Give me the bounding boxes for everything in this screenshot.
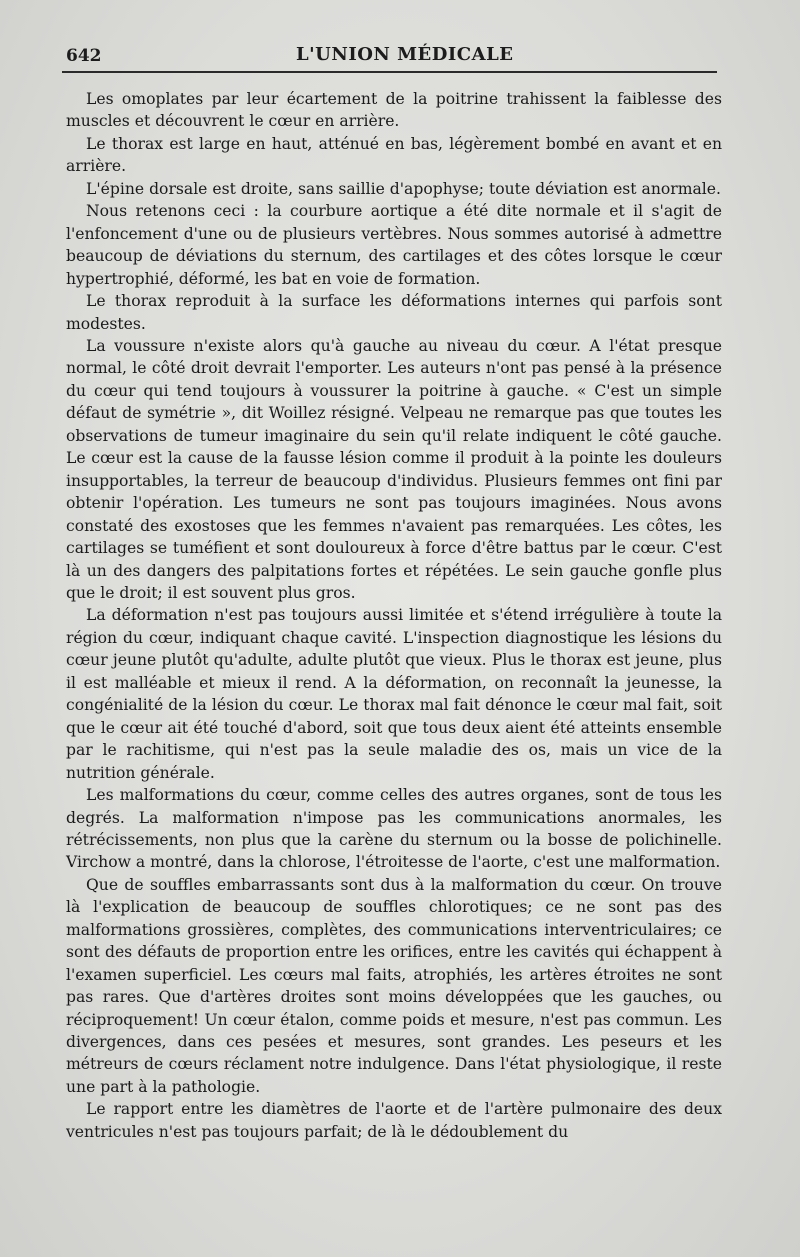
paragraph-deformation-limitee: La déformation n'est pas toujours aussi limitée et s'étend irrégulière à toute la région du cœur, indiquant chaque cavité. L'inspection diagnostique les lésions du cœur jeune plutôt qu'adulte, adulte plutôt que vieux. Plus le thorax est jeune, plus il est malléable et mieux il rend. A la déformation, on reconnaît la jeunesse, la congénialité de la lésion du cœur. Le thorax mal fait dénonce le cœur mal fait, soit que le cœur ait été touché d'abord, soit que tous deux aient été atteints ensemble par le rachitisme, qui n'est pas la seule maladie des os, mais un vice de la nutrition générale. — [66, 606, 722, 782]
paragraph-omoplates: Les omoplates par leur écartement de la poitrine trahissent la faiblesse des muscles et découvrent le cœur en arrière. — [66, 90, 722, 131]
paragraph-souffles: Que de souffles embarrassants sont dus à la malformation du cœur. On trouve là l'explication de beaucoup de souffles chlorotiques; ce ne sont pas des malformations grossières, complètes, des communications interventriculaires; ce sont des défauts de proportion entre les orifices, entre les cavités qui échappent à l'examen superficiel. Les cœurs mal faits, atrophiés, les artères étroites ne sont pas rares. Que d'artères droites sont moins développées que les gauches, ou réciproquement! Un cœur étalon, comme poids et mesure, n'est pas commun. Les divergences, dans ces pesées et mesures, sont grandes. Les peseurs et les métreurs de cœurs réclament notre indulgence. Dans l'état physiologique, il reste une part à la pathologie. — [66, 875, 722, 1096]
paragraph-voussure: La voussure n'existe alors qu'à gauche au niveau du cœur. A l'état presque normal, le côté droit devrait l'emporter. Les auteurs n'ont pas pensé à la présence du cœur qui tend toujours à voussurer la poitrine à gauche. « C'est un simple défaut de symétrie », dit Woillez résigné. Velpeau ne remarque pas que toutes les observations de tumeur imaginaire du sein qu'il relate indiquent le côté gauche. Le cœur est la cause de la fausse lésion comme il produit à la pointe les douleurs insupportables, la terreur de beaucoup d'individus. Plusieurs femmes ont fini par obtenir l'opération. Les tumeurs ne sont pas toujours imaginées. Nous avons constaté des exostoses que les femmes n'avaient pas remarquées. Les côtes, les cartilages se tuméfient et sont douloureux à force d'être battus par le cœur. C'est là un des dangers des palpitations fortes et répétées. Le sein gauche gonfle plus que le droit; il est souvent plus gros. — [66, 336, 722, 602]
paragraph-rapport-diametres: Le rapport entre les diamètres de l'aorte et de l'artère pulmonaire des deux ventricules n'est pas toujours parfait; de là le dédoublement du — [66, 1100, 722, 1141]
running-header — [66, 40, 718, 68]
paragraph-malformations: Les malformations du cœur, comme celles des autres organes, sont de tous les degrés. La malformation n'impose pas les communications anormales, les rétrécissements, non plus que la carène du sternum ou la bosse de polichinelle. Virchow a montré, dans la chlorose, l'étroitesse de l'aorte, c'est une malformation. — [66, 786, 722, 872]
page-number: 642 — [66, 46, 102, 66]
paragraph-courbure-aortique: Nous retenons ceci : la courbure aortique a été dite normale et il s'agit de l'enfoncement d'une ou de plusieurs vertèbres. Nous sommes autorisé à admettre beaucoup de déviations du sternum, des cartilages et des côtes lorsque le cœur hypertrophié, déformé, les bat en voie de formation. — [66, 202, 722, 288]
paragraph-deformations-internes: Le thorax reproduit à la surface les déformations internes qui parfois sont modestes. — [66, 292, 722, 333]
paragraph-epine-dorsale: L'épine dorsale est droite, sans saillie d'apophyse; toute déviation est anormale. — [86, 179, 721, 198]
article-body — [66, 88, 722, 1143]
paragraph-thorax-large: Le thorax est large en haut, atténué en bas, légèrement bombé en avant et en arrière. — [66, 134, 722, 176]
journal-title: L'UNION MÉDICALE — [296, 44, 514, 65]
header-rule — [62, 71, 717, 73]
